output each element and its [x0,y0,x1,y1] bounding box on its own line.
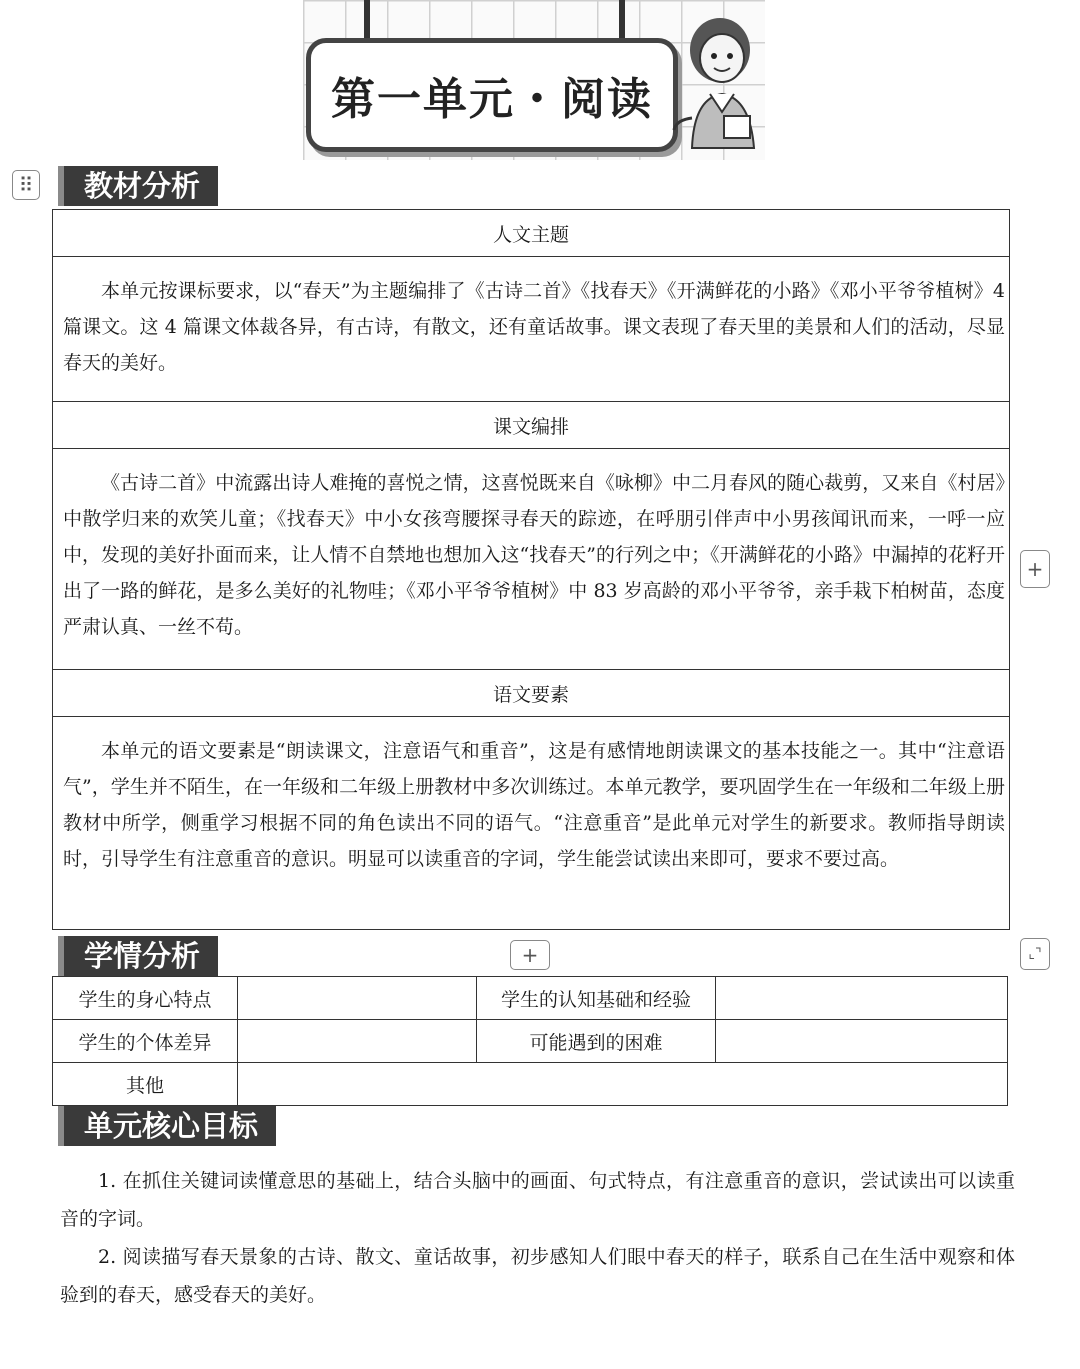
sign-post-right [619,0,625,38]
section-title-goals: 单元核心目标 [58,1106,276,1146]
analysis-table [52,209,1010,930]
teacher-illustration-icon [662,8,772,158]
add-column-button[interactable] [1020,550,1050,588]
resize-handle[interactable] [1020,938,1050,970]
plus-icon: + [1026,557,1044,581]
unit-title: 第一单元・阅读 [331,74,653,125]
learner-differences-cell[interactable] [238,1020,477,1063]
learner-cognitive-label: 学生的认知基础和经验 [477,977,716,1020]
section-title-learner: 学情分析 [58,936,218,976]
learner-other-label: 其他 [53,1063,238,1106]
block-drag-handle[interactable] [12,170,40,200]
arrangement-text: 《古诗二首》中流露出诗人难掩的喜悦之情，这喜悦既来自《咏柳》中二月春风的随心裁剪，又来自《村居》中散学归来的欢笑儿童；《找春天》中小女孩弯腰探寻春天的踪迹，在呼朋引伴声中小男孩闻讯而来，一呼一应中，发现的美好扑面而来，让人情不自禁地也想加入这“找春天”的行列之中；《开满鲜花的小路》中漏掉的花籽开出了一路的鲜花，是多么美好的礼物哇；《邓小平爷爷植树》中 83 岁高龄的邓小平爷爷，亲手栽下柏树苗，态度严肃认真、一丝不苟。 [53,449,1010,670]
theme-text: 本单元按课标要求，以“春天”为主题编排了《古诗二首》《找春天》《开满鲜花的小路》《邓小平爷爷植树》4 篇课文。这 4 篇课文体裁各异，有古诗，有散文，还有童话故事。课文表现了春天里的美景和人们的活动，尽显春天的美好。 [53,257,1010,402]
learner-physical-cell[interactable] [238,977,477,1020]
learner-other-cell[interactable] [238,1063,1008,1106]
elements-label: 语文要素 [53,670,1010,717]
plus-icon: + [521,943,539,967]
learner-cognitive-cell[interactable] [716,977,1008,1020]
learner-difficulties-label: 可能遇到的困难 [477,1020,716,1063]
learner-table [52,976,1008,1106]
learner-differences-label: 学生的个体差异 [53,1020,238,1063]
resize-icon: ⌞⌝ [1028,946,1042,962]
goal-item-1: 1. 在抓住关键词读懂意思的基础上，结合头脑中的画面、句式特点，有注意重音的意识，尝试读出可以读重音的字词。 [60,1170,1015,1230]
sign-post-left [364,0,370,38]
section-title-analysis: 教材分析 [58,166,218,206]
learner-difficulties-cell[interactable] [716,1020,1008,1063]
add-row-button[interactable] [510,940,550,970]
goal-item-2: 2. 阅读描写春天景象的古诗、散文、童话故事，初步感知人们眼中春天的样子，联系自己在生活中观察和体验到的春天，感受春天的美好。 [60,1246,1015,1306]
unit-title-sign [306,38,678,152]
arrangement-label: 课文编排 [53,402,1010,449]
learner-physical-label: 学生的身心特点 [53,977,238,1020]
elements-text: 本单元的语文要素是“朗读课文，注意语气和重音”，这是有感情地朗读课文的基本技能之一。其中“注意语气”，学生并不陌生，在一年级和二年级上册教材中多次训练过。本单元教学，要巩固学生在一年级和二年级上册教材中所学，侧重学习根据不同的角色读出不同的语气。“注意重音”是此单元对学生的新要求。教师指导朗读时，引导学生有注意重音的意识。明显可以读重音的字词，学生能尝试读出来即可，要求不要过高。 [53,717,1010,930]
drag-dots-icon: ⠿ [18,173,34,197]
theme-label: 人文主题 [53,210,1010,257]
